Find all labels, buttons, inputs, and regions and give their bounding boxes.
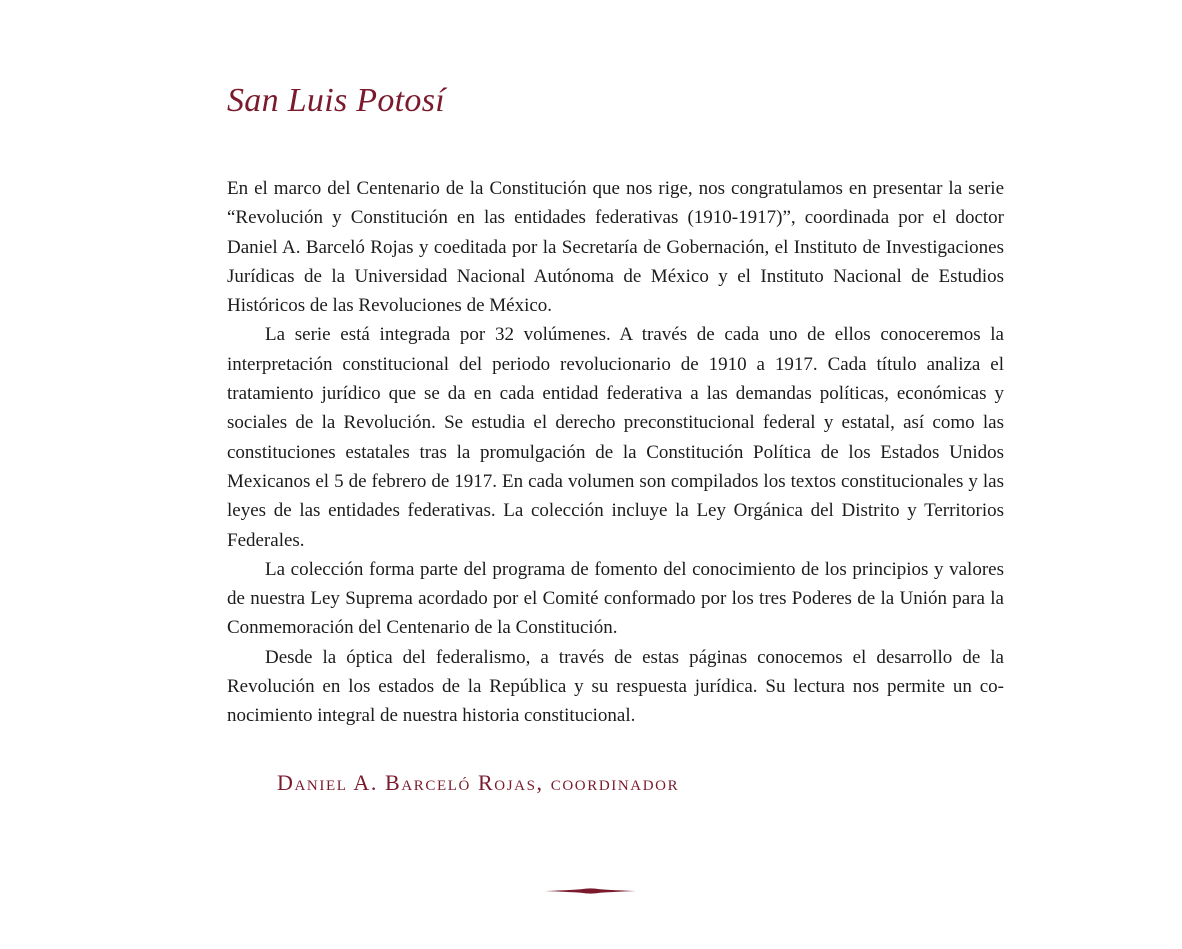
page-title: San Luis Potosí [227, 82, 445, 119]
signature: Daniel A. Barceló Rojas, coordinador [277, 770, 680, 795]
paragraph-series: La serie está integrada por 32 volúmenes. A través de cada uno de ellos conoceremos la interpretación constitucional del periodo revolucionario de 1910 a 1917. Cada título analiza el tratamiento jurídico que se da en cada entidad federativa a las demandas políticas, económicas y sociales de la Revolución. Se estudia el derecho preconstitucional federal y estatal, así como las constituciones estatales tras la promulgación de la Constitución Política de los Estados Unidos Mexicanos el 5 de febrero de 1917. En cada volumen son compilados los textos constitucionales y las leyes de las entidades federativas. La colección incluye la Ley Orgánica del Distrito y Territorios Federales. [227, 324, 1004, 551]
paragraph-collection: La colección forma parte del programa de fomento del conocimiento de los principios y valores de nuestra Ley Suprema acordado por el Comité conformado por los tres Poderes de la Unión para la Conmemoración del Centenario de la Constitución. [227, 558, 1004, 639]
body-text [227, 174, 1004, 731]
ornament-divider-icon [545, 886, 636, 896]
paragraph-federalism: Desde la óptica del federalismo, a través de estas páginas conocemos el desarrollo de la Revolución en los estados de la República y su respuesta jurídica. Su lectura nos permite un conocimiento integral de nuestra historia constitucional. [227, 646, 1004, 727]
paragraph-intro: En el marco del Centenario de la Constitución que nos rige, nos congratulamos en presentar la serie “Revolución y Constitución en las entidades federativas (1910-1917)”, coordinada por el doctor Daniel A. Barceló Rojas y coeditada por la Secretaría de Gobernación, el Instituto de Investigaciones Jurídicas de la Universidad Nacional Autónoma de México y el Instituto Nacional de Estudios Históricos de las Revoluciones de México. [227, 178, 1004, 317]
